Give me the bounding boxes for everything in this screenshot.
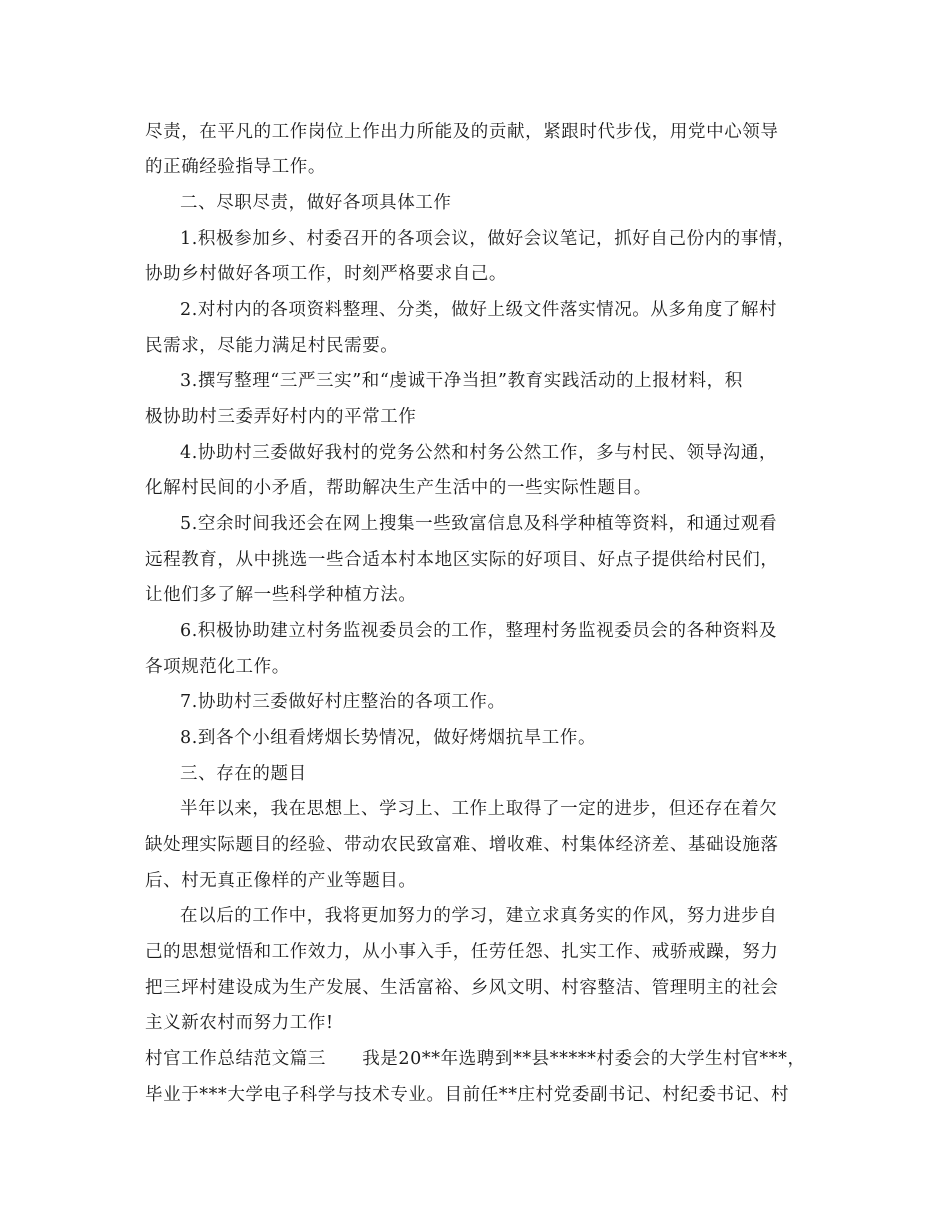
paragraph-line: 尽责，在平凡的工作岗位上作出力所能及的贡献，紧跟时代步伐，用党中心领导 [145,122,779,142]
paragraph-line: 1.积极参加乡、村委召开的各项会议，做好会议笔记，抓好自己份内的事情， [180,229,796,249]
paragraph-line: 2.对村内的各项资料整理、分类，做好上级文件落实情况。从多角度了解村 [180,300,778,320]
article-title-line: 村官工作总结范文篇三 我是20**年选聘到**县*****村委会的大学生村官***， [145,1049,806,1069]
paragraph-line: 后、村无真正像样的产业等题目。 [145,871,417,891]
paragraph-line: 7.协助村三委做好村庄整治的各项工作。 [180,692,506,712]
paragraph-line: 半年以来，我在思想上、学习上、工作上取得了一定的进步，但还存在着欠 [180,799,778,819]
paragraph-line: 主义新农村而努力工作! [145,1013,334,1033]
paragraph-line: 协助乡村做好各项工作，时刻严格要求自己。 [145,264,507,284]
paragraph-line: 让他们多了解一些科学种植方法。 [145,585,417,605]
paragraph-line: 把三坪村建设成为生产发展、生活富裕、乡风文明、村容整洁、管理明主的社会 [145,978,779,998]
paragraph-line: 民需求，尽能力满足村民需要。 [145,336,399,356]
paragraph-line: 5.空余时间我还会在网上搜集一些致富信息及科学种植等资料，和通过观看 [180,514,778,534]
paragraph-line: 极协助村三委弄好村内的平常工作 [145,407,417,427]
paragraph-line: 6.积极协助建立村务监视委员会的工作，整理村务监视委员会的各种资料及 [180,621,778,641]
paragraph-line: 己的思想觉悟和工作效力，从小事入手，任劳任怨、扎实工作、戒骄戒躁，努力 [145,942,779,962]
paragraph-line: 各项规范化工作。 [145,657,290,677]
section-heading: 三、存在的题目 [180,764,307,784]
paragraph-line: 毕业于***大学电子科学与技术专业。目前任**庄村党委副书记、村纪委书记、村 [145,1085,790,1105]
paragraph-line: 4.协助村三委做好我村的党务公然和村务公然工作，多与村民、领导沟通， [180,443,778,463]
paragraph-line: 在以后的工作中，我将更加努力的学习，建立求真务实的作风，努力进步自 [180,906,778,926]
paragraph-line: 远程教育，从中挑选一些合适本村本地区实际的好项目、好点子提供给村民们， [145,550,779,570]
paragraph-line: 3.撰写整理“三严三实”和“虔诚干净当担”教育实践活动的上报材料，积 [180,371,743,391]
section-heading: 二、尽职尽责，做好各项具体工作 [180,193,452,213]
paragraph-line: 化解村民间的小矛盾，帮助解决生产生活中的一些实际性题目。 [145,478,652,498]
paragraph-line: 8.到各个小组看烤烟长势情况，做好烤烟抗旱工作。 [180,728,597,748]
paragraph-line: 的正确经验指导工作。 [145,157,326,177]
paragraph-line: 缺处理实际题目的经验、带动农民致富难、增收难、村集体经济差、基础设施落 [145,835,779,855]
